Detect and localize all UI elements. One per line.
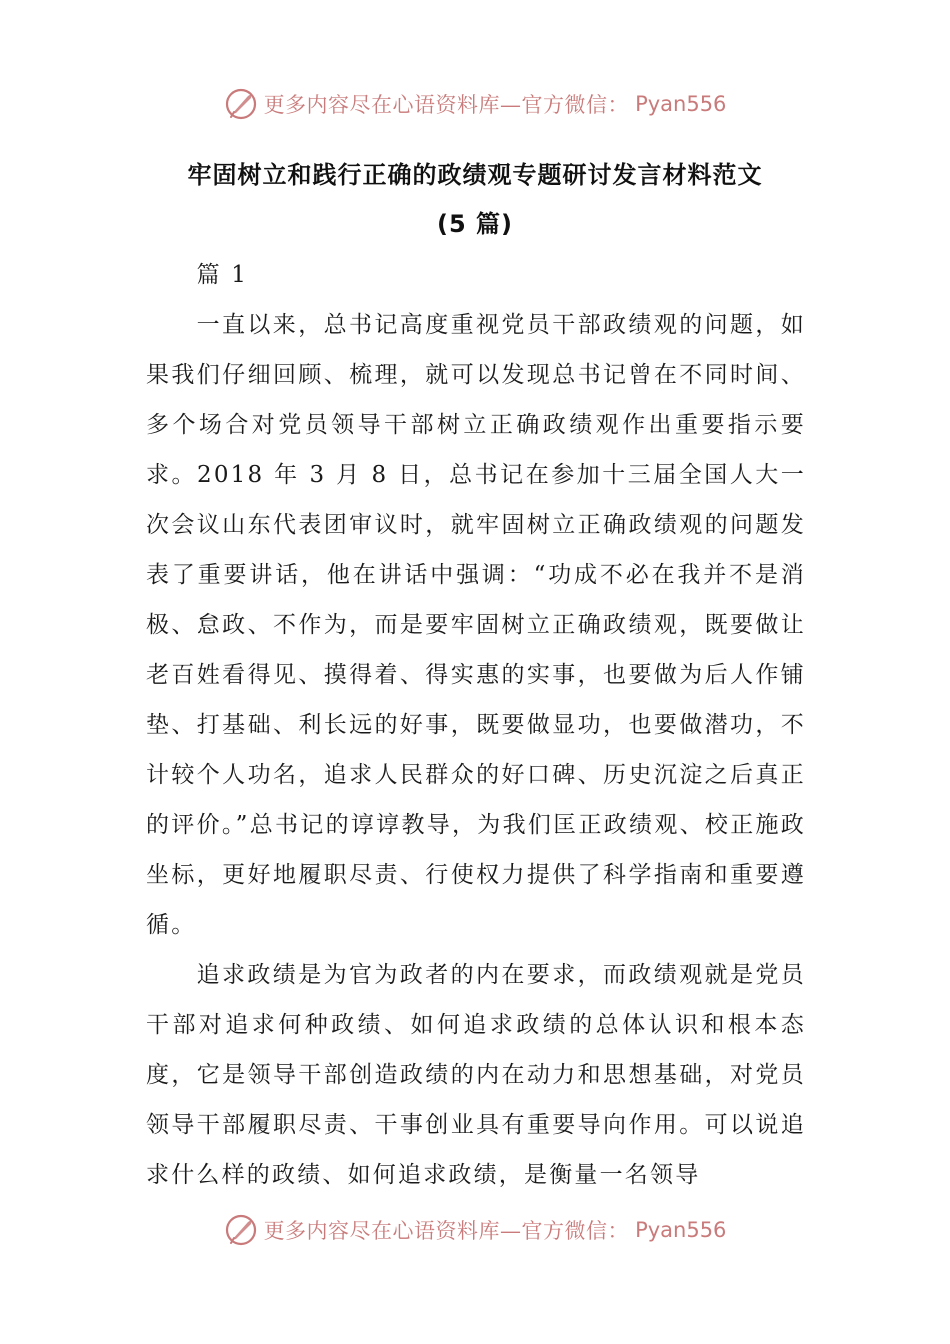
paragraph-1: 一直以来，总书记高度重视党员干部政绩观的问题，如果我们仔细回顾、梳理，就可以发现总书记曾在不同时间、多个场合对党员领导干部树立正确政绩观作出重要指示要求。2018 年 3 月 8 日，总书记在参加十三届全国人大一次会议山东代表团审议时，就牢固树立正确政绩观的问题发表了重要讲话，他在讲话中强调：“功成不必在我并不是消极、怠政、不作为，而是要牢固树立正确政绩观，既要做让老百姓看得见、摸得着、得实惠的实事，也要做为后人作铺垫、打基础、利长远的好事，既要做显功，也要做潜功，不计较个人功名，追求人民群众的好口碑、历史沉淀之后真正的评价。”总书记的谆谆教导，为我们匡正政绩观、校正施政坐标，更好地履职尽责、行使权力提供了科学指南和重要遵循。 [146,312,806,938]
quill-logo-icon [224,1213,258,1247]
document-body [146,250,806,1200]
watermark-header [0,84,950,124]
quill-logo-icon [224,87,258,121]
section-label: 篇 1 [196,262,249,288]
watermark-wechat-id: Pyan556 [635,1218,727,1242]
watermark-text: 更多内容尽在心语资料库—官方微信： [263,93,630,117]
document-title: 牢固树立和践行正确的政绩观专题研讨发言材料范文 [187,161,763,189]
document-subtitle: (5 篇) [437,210,513,238]
paragraph-2: 追求政绩是为官为政者的内在要求，而政绩观就是党员干部对追求何种政绩、如何追求政绩的总体认识和根本态度，它是领导干部创造政绩的内在动力和思想基础，对党员领导干部履职尽责、干事创业具有重要导向作用。可以说追求什么样的政绩、如何追求政绩，是衡量一名领导 [146,962,806,1188]
watermark-wechat-id: Pyan556 [635,92,727,116]
watermark-footer [0,1210,950,1250]
watermark-text: 更多内容尽在心语资料库—官方微信： [263,1219,630,1243]
